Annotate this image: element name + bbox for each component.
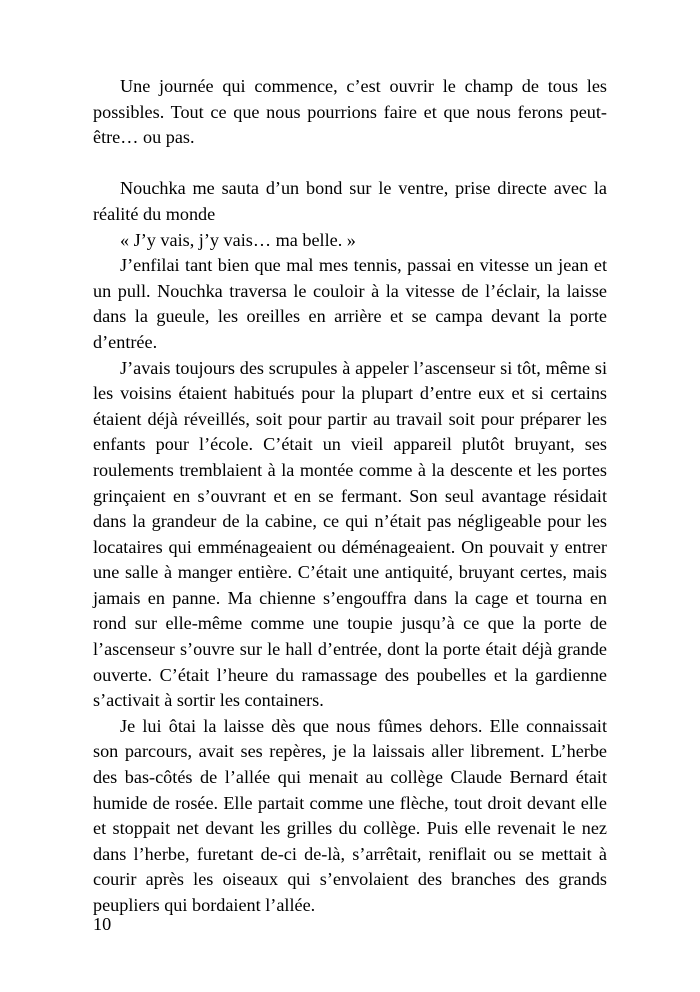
paragraph-gap — [93, 151, 607, 177]
page-body — [93, 74, 607, 919]
page-number: 10 — [93, 914, 112, 934]
paragraph-4: J’enfilai tant bien que mal mes tennis, passai en vitesse un jean et un pull. Nouchka traversa le couloir à la vitesse de l’éclair, la laisse dans la gueule, les oreilles en arrière et se campa devant la porte d’entrée. — [93, 255, 607, 352]
paragraph-5: J’avais toujours des scrupules à appeler l’ascenseur si tôt, même si les voisins étaient habitués pour la plupart d’entre eux et si certains étaient déjà réveillés, soit pour partir au travail soit pour préparer les enfants pour l’école. C’était un vieil appareil plutôt bruyant, ses roulements tremblaient à la montée comme à la descente et les portes grinçaient en s’ouvrant et en se fermant. Son seul avantage résidait dans la grandeur de la cabine, ce qui n’était pas négligeable pour les locataires qui emménageaient ou déménageaient. On pouvait y entrer une salle à manger entière. C’était une antiquité, bruyant certes, mais jamais en panne. Ma chienne s’engouffra dans la cage et tourna en rond sur elle-même comme une toupie jusqu’à ce que la porte de l’ascenseur s’ouvre sur le hall d’entrée, dont la porte était déjà grande ouverte. C’était l’heure du ramassage des poubelles et la gardienne s’activait à sortir les containers. — [93, 357, 607, 711]
paragraph-3: « J’y vais, j’y vais… ma belle. » — [120, 229, 356, 250]
paragraph-2: Nouchka me sauta d’un bond sur le ventre, prise directe avec la réalité du monde — [93, 178, 607, 224]
paragraph-1: Une journée qui commence, c’est ouvrir le champ de tous les possibles. Tout ce que nous pourrions faire et que nous ferons peut-être… ou pas. — [93, 76, 607, 148]
paragraph-6: Je lui ôtai la laisse dès que nous fûmes dehors. Elle connaissait son parcours, avait ses repères, je la laissais aller librement. L’herbe des bas-côtés de l’allée qui menait au collège Claude Bernard était humide de rosée. Elle partait comme une flèche, tout droit devant elle et stoppait net devant les grilles du collège. Puis elle revenait le nez dans l’herbe, furetant de-ci de-là, s’arrêtait, reniflait ou se mettait à courir après les oiseaux qui s’envolaient des branches des grands peupliers qui bordaient l’allée. — [93, 715, 607, 915]
